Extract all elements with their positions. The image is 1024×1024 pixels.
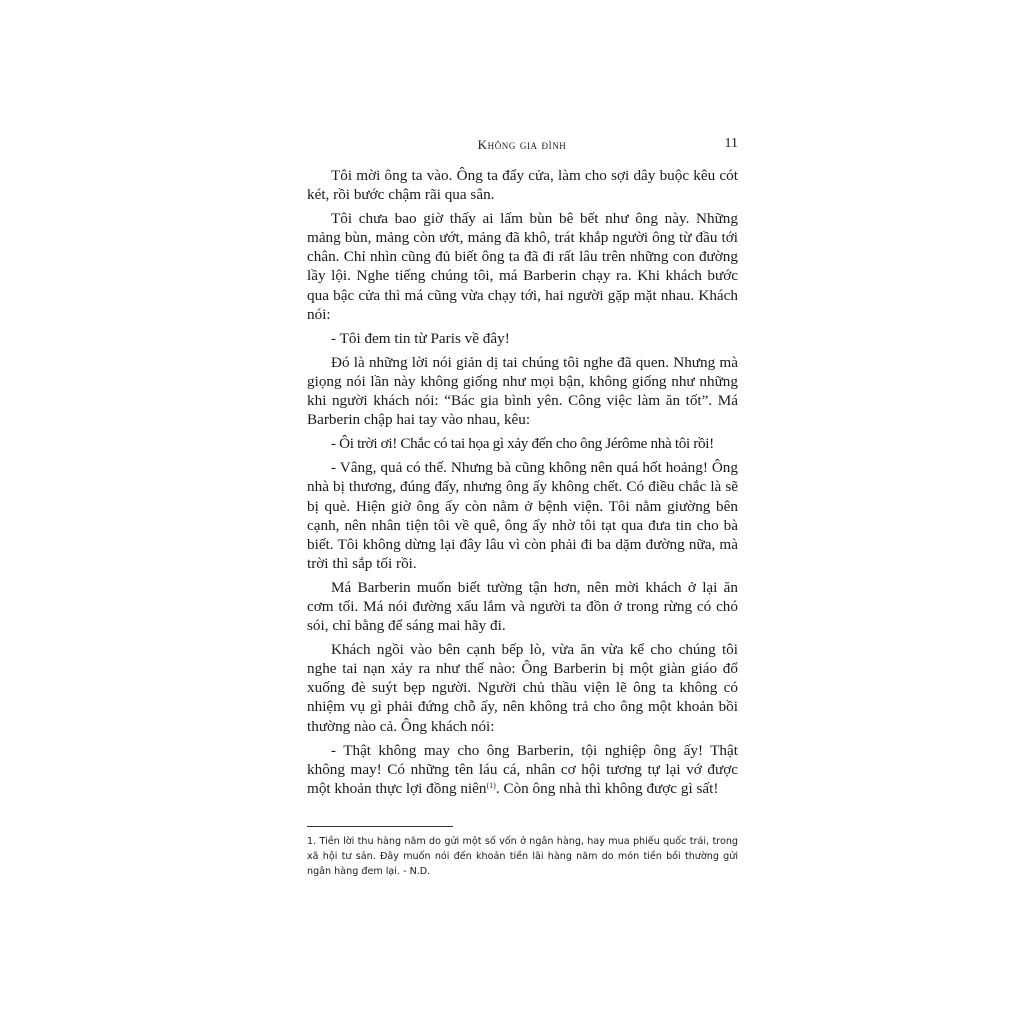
- body-text: [307, 166, 738, 803]
- footnote-divider: [307, 826, 453, 827]
- paragraph: Khách ngồi vào bên cạnh bếp lò, vừa ăn vừa kể cho chúng tôi nghe tai nạn xảy ra như thế nào: Ông Barberin bị một giàn giáo đổ xuống đè suýt bẹp người. Người chủ thầu viện lẽ ông ta không có nhiệm vụ gì phải đứng chỗ ấy, nên không trả cho ông một khoản bồi thường nào cả. Ông khách nói:: [307, 641, 738, 735]
- footnote-ref: (1): [486, 780, 496, 790]
- dialogue-paragraph: [307, 741, 738, 798]
- dialogue-paragraph: - Ôi trời ơi! Chắc có tai họa gì xảy đến cho ông Jérôme nhà tôi rồi!: [331, 435, 714, 453]
- paragraph-text: - Thật không may cho ông Barberin, tội nghiệp ông ấy! Thật không may! Có những tên láu cá, nhân cơ hội tương tự lại vớ được một khoản thực lợi đồng niên: [307, 741, 738, 797]
- paragraph: Tôi chưa bao giờ thấy ai lấm bùn bê bết như ông này. Những mảng bùn, mảng còn ướt, mảng đã khô, trát khắp người ông từ đầu tới chân. Chỉ nhìn cũng đủ biết ông ta đã đi rất lâu trên những con đường lầy lội. Nghe tiếng chúng tôi, má Barberin chạy ra. Khi khách bước qua bậc cửa thì má cũng vừa chạy tới, hai người gặp mặt nhau. Khách nói:: [307, 210, 738, 323]
- paragraph: Má Barberin muốn biết tường tận hơn, nên mời khách ở lại ăn cơm tối. Má nói đường xấu lắm và người ta đồn ở trong rừng có chó sói, chỉ bằng để sáng mai hãy đi.: [307, 578, 738, 635]
- dialogue-paragraph: - Vâng, quả có thế. Nhưng bà cũng không nên quá hốt hoảng! Ông nhà bị thương, đúng đấy, nhưng ông ấy không chết. Có điều chắc là sẽ bị què. Hiện giờ ông ấy còn nằm ở bệnh viện. Tôi nằm giường bên cạnh, nên nhân tiện tôi về quê, ông ấy nhờ tôi tạt qua đưa tin cho bà biết. Tôi không dừng lại đây lâu vì còn phải đi ba dặm đường nữa, mà trời thì sắp tối rồi.: [307, 459, 738, 572]
- page-number: 11: [724, 136, 738, 151]
- dialogue-paragraph: - Tôi đem tin từ Paris về đây!: [331, 329, 510, 347]
- paragraph: Tôi mời ông ta vào. Ông ta đẩy cửa, làm cho sợi dây buộc kêu cót két, rồi bước chậm rãi qua sân.: [307, 167, 738, 204]
- footnote: 1. Tiền lời thu hàng năm do gửi một số vốn ở ngân hàng, hay mua phiếu quốc trái, trong xã hội tư sản. Đây muốn nói đến khoản tiền lãi hàng năm do món tiền bồi thường gửi ngân hàng đem lại. - N.D.: [307, 836, 738, 877]
- paragraph: Đó là những lời nói giản dị tai chúng tôi nghe đã quen. Nhưng mà giọng nói lần này không giống như mọi bận, không giống như những khi người khách nói: “Bác gia bình yên. Công việc làm ăn tốt”. Má Barberin chập hai tay vào nhau, kêu:: [307, 353, 738, 429]
- running-head: [306, 136, 738, 156]
- running-title: Không gia đình: [477, 137, 567, 152]
- paragraph-text-end: . Còn ông nhà thì không được gì sất!: [495, 779, 719, 797]
